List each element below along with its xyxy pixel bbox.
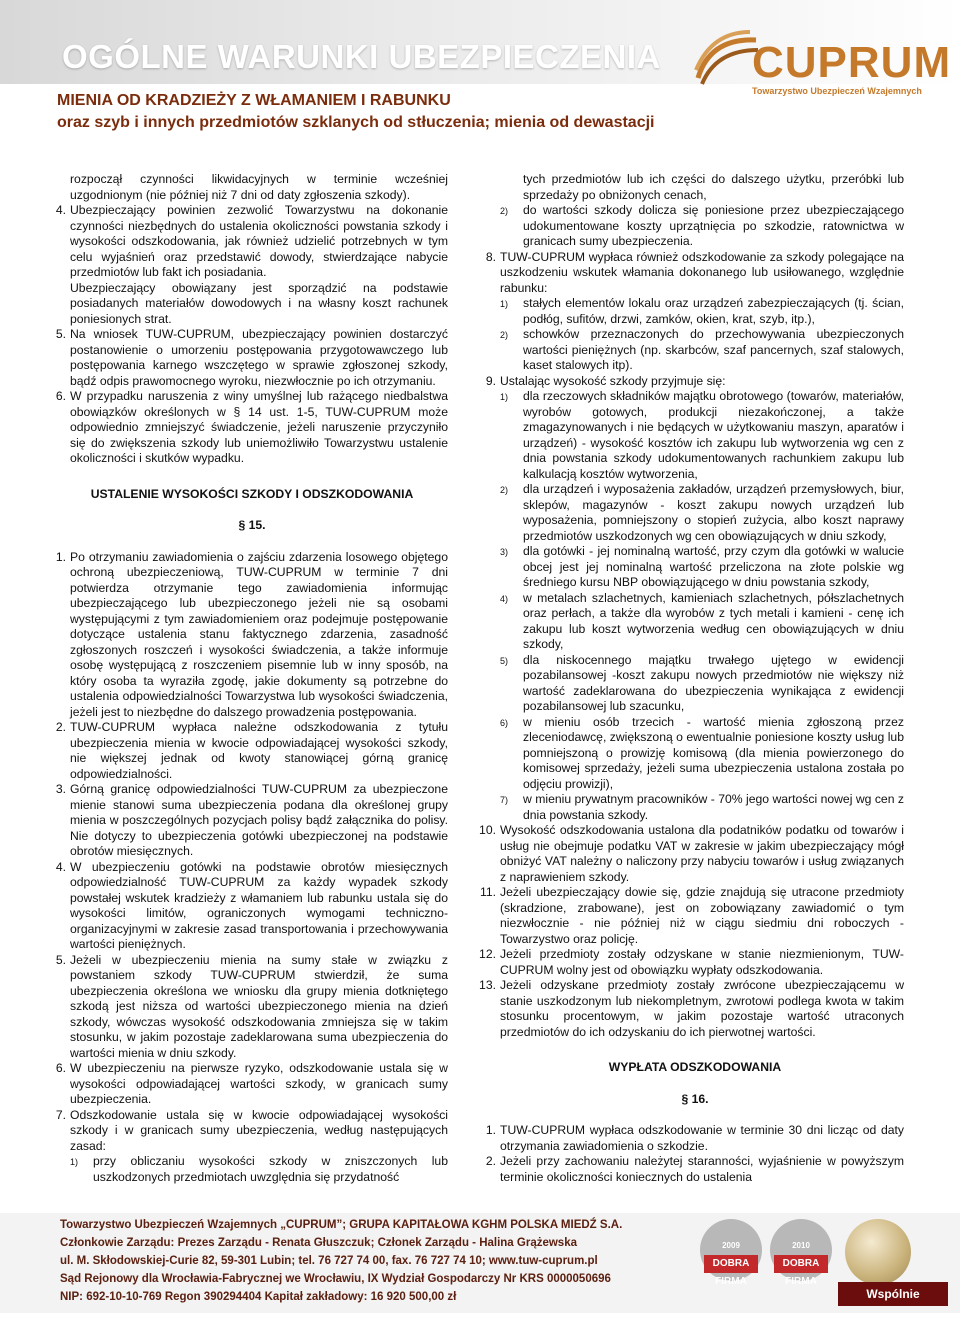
item-text: Jeżeli przedmioty zostały odzyskane w stanie niezmienionym, TUW-CUPRUM wolny jest od obowiązku wypłaty odszkodowania. [500,947,904,977]
item-number: 6. [55,389,66,403]
sub-item-9-2 [486,482,904,544]
item-text: Górną granicę odpowiedzialności TUW-CUPRUM za ubezpieczone mienie stanowi suma ubezpieczenia podana dla określonej grupy mienia w poszczególnych pozycjach polisy bądź załącznika do polisy. Nie dotyczy to ubezpieczenia gotówki ubezpieczonej na podstawie obrotów miesięcznych. [70,782,448,858]
sub-item-8-2 [486,327,904,374]
item-text: Jeżeli ubezpieczający dowie się, gdzie znajdują się utracone przedmioty (skradzione, zrabowane), jest on zobowiązany zawiadomić o tym niezwłocznie - nie później niż w ciągu siedmiu dni roboczych - Towarzystwo oraz policję. [500,885,904,946]
item-number: 2. [55,720,66,734]
item-text: Jeżeli w ubezpieczeniu mienia na sumy stałe w związku z powstaniem szkody TUW-CUPRUM stwierdził, że suma ubezpieczenia określona we wniosku dla grupy mienia dotkniętego szkodą jest niższa od wartości ubezpieczonego mienia na dzień szkody, wówczas wysokość odszkodowania zmniejsza się w takim stosunku, w jakim pozostaje zadeklarowana suma ubezpieczenia do wartości mienia w dniu szkody. [70,952,448,1060]
item-number: 3. [55,782,66,796]
sub-item-2 [486,203,904,250]
sub-item-9-6 [486,715,904,793]
list-item-13 [479,978,904,1040]
dobra-firma-badge-2009 [700,1219,762,1287]
item-number: 12. [479,947,496,961]
left-column [56,172,448,1185]
sub-item-text: stałych elementów lokalu oraz urządzeń zabezpieczających (tj. ścian, podłóg, sufitów, drzwi, zamków, okien, krat, szyb, itp.), [523,296,904,326]
sub-item-text: dla urządzeń i wyposażenia zakładów, urządzeń przemysłowych, biur, sklepów, magazynów - koszt zakupu nowych urządzeń lub wyposażenia, pomniejszony o stopień zużycia, albo koszt naprawy przedmiotów uszkodzonych wg cen obowiązujących w dniu szkody, [523,482,904,543]
item-number: 9. [485,373,496,388]
cuprum-swoosh-icon [690,28,760,88]
item-number: 6. [55,1061,66,1075]
sub-item-text: w mieniu osób trzecich - wartość mienia zgłoszoną przez zleceniodawcę, zwiększoną o ewentualnie poniesione koszty usług lub pomniejszoną o prowizję komisową (dla mienia powierzonego do komisowej sprzedaży, jeżeli suma ubezpieczenia ustalona została po odjęciu prowizji), [523,714,904,791]
item-text: Po otrzymaniu zawiadomienia o zajściu zdarzenia losowego objętego ochroną ubezpieczeniową, TUW-CUPRUM w terminie 7 dni potwierdza otrzymanie tego zawiadomienia informując ubezpieczającego lub ubezpieczonego jeżeli nie są osobami występującymi z tym zawiadomieniem oraz podejmuje postępowanie dotyczące ustalenia stanu faktycznego zdarzenia, zasadność zgłoszonych roszczeń i wysokości świadczenia, a także informuje osobę występującą z roszczeniem pisemnie lub w inny sposób, na który osoba ta wyraziła zgodę, jakie dokumenty są potrzebne do ustalenia odpowiedzialności Towarzystwa lub wysokości świadczenia, jeżeli jest to niezbędne do dalszego prowadzenia postępowania. [70,549,448,719]
item-text: W przypadku naruszenia z winy umyślnej lub rażącego niedbalstwa obowiązków określonych w § 14 ust. 1-5, TUW-CUPRUM może odpowiednio zmniejszyć świadczenie, jeżeli naruszenie przyczyniło się do zwiększenia szkody lub uniemożliwiło Towarzystwu ustalenie okoliczności i skutków wypadku. [70,389,448,465]
list-item-11 [479,885,904,947]
badge-label: DOBRA FIRMA [704,1255,758,1273]
sub-item-number: 6) [500,717,509,728]
item-text: Wysokość odszkodowania ustalona dla podatników podatku od towarów i usług nie obejmuje podatku VAT w zakresie w jakim ubezpieczający mógł obniżyć VAT należny o naliczony przy nabyciu towarów i usług związanych z naprawieniem szkody. [500,823,904,884]
sub-item-text: dla gotówki - jej nominalną wartość, przy czym dla gotówki w walucie obcej jest jej nominalną wartość przeliczona na złote polskie wg średniego kursu NBP obowiązującego w dniu powstania szkody, [523,544,904,589]
item-number: 5. [55,327,66,341]
list-item-5b [56,953,448,1062]
sub-item-9-7 [486,792,904,823]
list-item-12 [479,947,904,978]
sub-item-number: 7) [500,795,509,805]
list-item-4b [56,860,448,953]
list-item-4 [56,203,448,281]
item-number: 2. [485,1154,496,1168]
item-number: 13. [479,978,496,992]
footer-court: Sąd Rejonowy dla Wrocławia-Fabrycznej we Wrocławiu, IX Wydział Gospodarczy Nr KRS 0000050696 [60,1273,611,1285]
sub-item-8-1 [486,296,904,327]
item-number: 10. [479,823,496,837]
list-item-8 [486,250,904,297]
slogan-badge: Wspólnie Bezpieczniej [838,1282,948,1306]
sub-item-text: do wartości szkody dolicza się poniesione przez ubezpieczającego udokumentowane koszty uprzątnięcia po szkodzie, ratownictwa w granicach sumy ubezpieczenia. [523,203,904,248]
item-text: Ustalając wysokość szkody przyjmuje się: [500,373,726,388]
list-item-1 [56,550,448,721]
item-number: 1. [485,1123,496,1137]
item-number: 8. [485,249,496,264]
sub-item-number: 3) [500,547,509,557]
item-text: Jeżeli odzyskane przedmioty zostały zwrócone ubezpieczającemu w stanie uszkodzonym lub niekompletnym, zwrotowi podlega kwota w takim stosunku procentowym, w jakim pozostaje wartość utraconych przedmiotów do ich odzyskaniu do ich pierwotnej wartości. [500,978,904,1039]
paragraph-continuation: tych przedmiotów lub ich części do dalszego użytku, przeróbki lub sprzedaży po obniżonych cenach, [523,172,904,202]
item-text: TUW-CUPRUM wypłaca również odszkodowanie za szkody polegające na uszkodzeniu wskutek włamania dokonanego lub usiłowanego, względnie rabunku: [500,249,904,295]
cuprum-logo [690,22,952,102]
sub-item-number: 2) [500,206,509,216]
item-text: Odszkodowanie ustala się w kwocie odpowiadającej wysokości szkody i w granicach sumy ubezpieczenia, według następujących zasad: [70,1107,448,1153]
footer-address: ul. M. Skłodowskiej-Curie 82, 59-301 Lubin; tel. 76 727 74 00, fax. 76 727 74 10; www.tuw-cuprum.pl [60,1255,598,1267]
section-number: § 15. [238,518,266,532]
footer [0,1213,960,1313]
document-title: OGÓLNE WARUNKI UBEZPIECZENIA [62,38,661,75]
section-number: § 16. [681,1091,709,1106]
item-text: Ubezpieczający powinien zezwolić Towarzystwu na dokonanie czynności niezbędnych do ustalenia okoliczności powstania szkody i wysokości odszkodowania, jak również udzielić potrzebnych w tym celu wyjaśnień oraz przedstawić dowody, stwierdzające nabycie przedmiotów lub fakt ich posiadania. [70,203,448,279]
sub-item-9-1 [486,389,904,482]
document-subtitle-line1: MIENIA OD KRADZIEŻY Z WŁAMANIEM I RABUNKU [57,92,451,109]
footer-company: Towarzystwo Ubezpieczeń Wzajemnych „CUPRUM”; GRUPA KAPITAŁOWA KGHM POLSKA MIEDŹ S.A. [60,1219,623,1231]
badge-label: DOBRA FIRMA [774,1255,828,1273]
item-number: 4. [55,859,66,874]
item-text: W ubezpieczeniu gotówki na podstawie obrotów miesięcznych odpowiedzialność TUW-CUPRUM za każdy wypadek szkody powstałej wskutek kradzieży z włamaniem lub rabunku ustala się do wysokości limitów, ograniczonych wymogami techniczno-organizacyjnymi w zakresie zasad transportowania i przechowywania wartości pieniężnych. [70,859,448,951]
list-item-7 [56,1108,448,1155]
sub-item-9-4 [486,591,904,653]
sub-item-text: dla niskocennego majątku trwałego ujętego w ewidencji pozabilansowej -koszt zakupu nowych przedmiotów nie większy niż wartość zadeklarowana do ubezpieczenia wynikająca z ewidencji pozabilansowej lub szacunku, [523,652,904,713]
medal-icon [845,1219,911,1285]
sub-item-number: 2) [500,330,509,340]
badge-year: 2009 [722,1241,740,1250]
document-subtitle-line2: oraz szyb i innych przedmiotów szklanych od stłuczenia; mienia od dewastacji [57,114,655,131]
list-item-10 [479,823,904,885]
list-item-w2 [486,1154,904,1185]
item-number: 4. [55,203,66,217]
item-text: TUW-CUPRUM wypłaca należne odszkodowania z tytułu ubezpieczenia mienia w kwocie odpowiadającej wysokości szkody, nie większej jednak od kwoty stanowiącej górną granicę odpowiedzialności. [70,720,448,781]
paragraph-intro: rozpoczął czynności likwidacyjnych w terminie wcześniej uzgodnionym (nie później niż 7 dni od daty zgłoszenia szkody). [70,172,448,202]
sub-item-number: 1) [500,392,509,402]
item-number: 1. [55,549,66,564]
item-number: 7. [55,1107,66,1122]
footer-board: Członkowie Zarządu: Prezes Zarządu - Renata Głuszczuk; Członek Zarządu - Halina Grążewska [60,1237,577,1249]
list-item-w1 [486,1123,904,1154]
sub-item-number: 1) [70,1157,79,1167]
item-text: W ubezpieczeniu na pierwsze ryzyko, odszkodowanie ustala się w wysokości odpowiadającej wartości szkody, w granicach sumy ubezpieczenia. [70,1061,448,1106]
list-item-2 [56,720,448,782]
sub-item-text: schowków przeznaczonych do przechowywania ubezpieczonych wartości pieniężnych (np. skarbców, szaf pancernych, szaf stalowych, kaset stalowych itp). [523,327,904,372]
sub-item-number: 2) [500,485,509,495]
section-heading: WYPŁATA ODSZKODOWANIA [608,1060,782,1074]
sub-item-number: 4) [500,593,509,604]
right-column [479,172,904,1185]
item-text: TUW-CUPRUM wypłaca odszkodowanie w terminie 30 dni licząc od daty otrzymania zawiadomienia o szkodzie. [500,1123,904,1153]
logo-wordmark: CUPRUM [752,38,952,87]
logo-tagline: Towarzystwo Ubezpieczeń Wzajemnych [752,86,922,96]
sub-item-number: 5) [500,655,509,666]
list-item-5 [56,327,448,389]
sub-item-text: przy obliczaniu wysokości szkody w zniszczonych lub uszkodzonych przedmiotach uwzględnia się przydatność [93,1154,448,1184]
sub-item-text: w mieniu prywatnym pracowników - 70% jego wartości nowej wg cen z dnia powstania szkody. [523,792,904,822]
item-number: 11. [479,885,496,899]
section-heading: USTALENIE WYSOKOŚCI SZKODY I ODSZKODOWANIA [90,486,414,501]
item-text: Na wniosek TUW-CUPRUM, ubezpieczający powinien dostarczyć postanowienie o umorzeniu postępowania przygotowawczego lub postępowania karnego wszczętego w sprawie zgłoszonej szkody, bądź odpis prawomocnego wyroku, niezwłocznie po ich otrzymaniu. [70,327,448,388]
sub-item-text: w metalach szlachetnych, kamieniach szlachetnych, półszlachetnych oraz perłach, a także dla wyrobów z tych metali i kamieni - cenę ich zakupu lub koszt wytworzenia według cen obowiązujących w dniu szkody, [523,590,904,651]
sub-item-9-3 [486,544,904,591]
sub-item-1 [56,1154,448,1185]
list-item-6b [56,1061,448,1108]
sub-item-number: 1) [500,299,509,309]
list-item-6 [56,389,448,467]
item-number: 5. [55,952,66,967]
badge-year: 2010 [792,1241,810,1250]
list-item-3 [56,782,448,860]
sub-item-text: dla rzeczowych składników majątku obrotowego (towarów, materiałów, wyrobów gotowych, produkcji niezakończonej, a także zmagazynowanych i nie będących w użytkowaniu maszyn, aparatów i urządzeń) - wysokość kosztów ich zakupu lub wytworzenia wg cen z dnia powstania szkody udokumentowanych rachunkiem zakupu lub kalkulacją kosztów wytworzenia, [523,389,904,481]
item-text: Jeżeli przy zachowaniu należytej staranności, wyjaśnienie w powyższym terminie okoliczności koniecznych do ustalenia [500,1154,904,1184]
sub-item-9-5 [486,653,904,715]
list-item-9 [486,374,904,390]
paragraph-text: Ubezpieczający obowiązany jest sporządzić na podstawie posiadanych materiałów dowodowych i na własny koszt rachunek poniesionych strat. [70,280,448,326]
dobra-firma-badge-2010 [770,1219,832,1287]
footer-tax: NIP: 692-10-10-769 Regon 390294404 Kapitał zakładowy: 16 920 500,00 zł [60,1291,457,1303]
